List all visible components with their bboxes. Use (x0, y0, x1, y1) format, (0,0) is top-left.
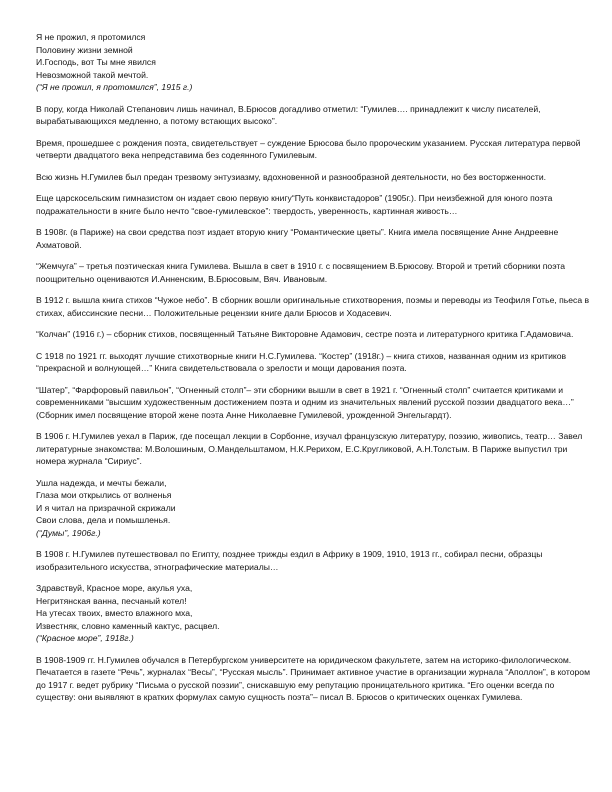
poem-block (36, 31, 591, 94)
paragraph: В 1906 г. Н.Гумилев уехал в Париж, где посещал лекции в Сорбонне, изучал французскую литературу, поэзию, живопись, театр… Завел литературные знакомства: М.Волошиным, О.Мандельштамом, Н.К.Рерихом, Е.С.Кругликовой, А.Н.Толстым. В Париже выпустил три номера журнала “Сириус”. (36, 431, 583, 466)
poem-block (36, 582, 591, 645)
paragraph: Еще царскосельским гимназистом он издает свою первую книгу“Путь конквистадоров” (1905г.). При неизбежной для юного поэта подражательности в книге было нечто “свое-гумилевское”: твердость, уверенность, картинная живость… (36, 193, 553, 216)
poem-line: Ушла надежда, и мечты бежали, (36, 477, 167, 488)
poem-citation: (“Думы”, 1906г.) (36, 527, 101, 538)
poem-line: Свои слова, дела и помышленья. (36, 515, 171, 525)
paragraph: С 1918 по 1921 гг. выходят лучшие стихотворные книги Н.С.Гумилева. “Костер” (1918г.) – книга стихов, названная одним из критиков “прекрасной и волнующей…” Книга свидетельствовала о зрелости и мощи дарования поэта. (36, 350, 567, 373)
poem-line: На утесах твоих, вместо влажного мха, (36, 608, 193, 618)
paragraph: Время, прошедшее с рождения поэта, свидетельствует – суждение Брюсова было пророческим указанием. Русская литература первой четверти двадцатого века непредставима без содеянного Гумилевым. (36, 137, 581, 160)
poem-citation: (“Я не прожил, я протомился”, 1915 г.) (36, 82, 193, 92)
document-page (36, 31, 591, 713)
paragraph: “Колчан” (1916 г.) – сборник стихов, посвященный Татьяне Викторовне Адамович, сестре поэта и литературного критика Г.Адамовича. (36, 329, 574, 339)
poem-citation: (“Красное море”, 1918г.) (36, 633, 134, 643)
paragraph: В пору, когда Николай Степанович лишь начинал, В.Брюсов догадливо отметил: “Гумилев…. принадлежит к числу писателей, вырабатывающихся медленно, а потому встающих высоко”. (36, 103, 541, 126)
paragraph: В 1908г. (в Париже) на свои средства поэт издает вторую книгу “Романтические цветы”. Книга имела посвящение Анне Андреевне Ахматовой. (36, 227, 559, 250)
poem-line: Известняк, словно каменный кактус, расцвел. (36, 620, 220, 631)
poem-line: И я читал на призрачной скрижали (36, 502, 176, 513)
paragraph: Всю жизнь Н.Гумилев был предан трезвому энтузиазму, вдохновенной и разнообразной деятельности, но без восторженности. (36, 171, 547, 182)
paragraph: “Шатер”, “Фарфоровый павильон”, “Огненный столп”– эти сборники вышли в свет в 1921 г. “Огненный столп” считается критиками и современниками “высшим художественным достижением поэта и одним из значительных явлений русской поэзии двадцатого века…” (Сборник имел посвящение второй жене поэта Анне Николаевне Гумилевой, урожденной Энгельгардт). (36, 384, 574, 420)
poem-line: Здравствуй, Красное море, акулья уха, (36, 583, 193, 593)
paragraph: “Жемчуга” – третья поэтическая книга Гумилева. Вышла в свет в 1910 г. с посвящением В.Брюсову. Второй и третий сборники поэта поощрительно оцениваются И.Анненским, В.Брюсовым, Вяч. Ивановым. (36, 261, 566, 284)
poem-line: Половину жизни земной (36, 44, 133, 55)
poem-line: И.Господь, вот Ты мне явился (36, 57, 156, 67)
poem-line: Я не прожил, я протомился (36, 32, 146, 42)
poem-line: Негритянская ванна, песчаный котел! (36, 595, 187, 606)
paragraph: В 1908 г. Н.Гумилев путешествовал по Египту, позднее трижды ездил в Африку в 1909, 1910, 1913 гг., собирал песни, образцы изобразительного искусства, этнографические материалы… (36, 549, 543, 572)
poem-block (36, 477, 591, 540)
paragraph: В 1912 г. вышла книга стихов “Чужое небо”. В сборник вошли оригинальные стихотворения, поэмы и переводы из Теофиля Готье, пьеса в стихах, абиссинские песни… Положительные рецензии книге дали Брюсов и Ходасевич. (36, 295, 590, 318)
poem-line: Глаза мои открылись от волненья (36, 490, 172, 500)
poem-line: Невозможной такой мечтой. (36, 69, 149, 80)
paragraph: В 1908-1909 гг. Н.Гумилев обучался в Петербургском университете на юридическом факультете, затем на историко-филологическом. Печатается в газете “Речь”, журналах “Весы”, “Русская мысль”. Принимает активное участие в организации журнала “Аполлон”, в котором до 1917 г. ведет рубрику “Письма о русской поэзии”, снискавшую ему репутацию проницательного критика. “Его оценки всегда по существу: они выявляют в кратких формулах самую сущность поэта”– писал В. Брюсов о критических оценках Гумилева. (36, 654, 590, 702)
